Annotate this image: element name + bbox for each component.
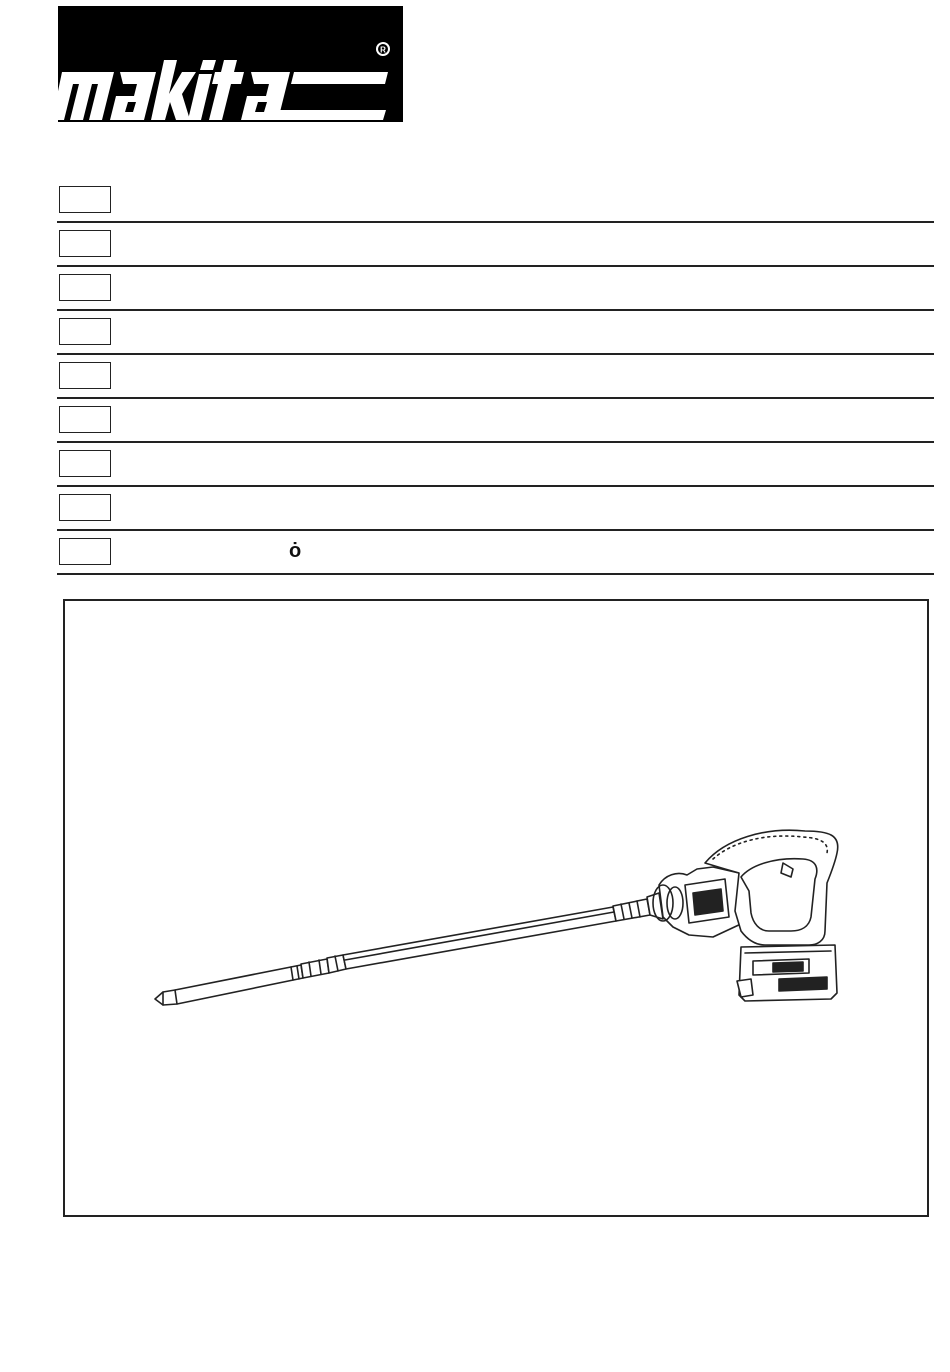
language-row	[57, 311, 934, 355]
language-code-box	[59, 450, 111, 477]
language-code-box	[59, 362, 111, 389]
vibrator-head	[155, 965, 303, 1005]
language-code-box	[59, 186, 111, 213]
language-row	[57, 443, 934, 487]
makita-logo	[58, 6, 403, 122]
shaft-connector	[613, 893, 663, 921]
language-code-box	[59, 538, 111, 565]
concrete-vibrator-illustration	[65, 601, 926, 1214]
language-row	[57, 179, 934, 223]
shaft-coupling	[301, 955, 346, 978]
language-row	[57, 399, 934, 443]
battery-pack	[737, 945, 837, 1001]
language-code-box	[59, 494, 111, 521]
language-row	[57, 355, 934, 399]
language-title: ȯ	[289, 540, 302, 562]
language-code-box	[59, 406, 111, 433]
language-row	[57, 223, 934, 267]
language-code-box	[59, 318, 111, 345]
svg-text:R: R	[380, 45, 386, 55]
language-list	[57, 179, 934, 575]
language-row	[57, 531, 934, 575]
language-code-box	[59, 230, 111, 257]
product-illustration-frame	[63, 599, 929, 1217]
tool-body	[653, 867, 743, 937]
language-code-box	[59, 274, 111, 301]
registered-mark-icon	[58, 6, 403, 122]
language-row	[57, 487, 934, 531]
language-row	[57, 267, 934, 311]
flexible-shaft	[343, 907, 616, 969]
